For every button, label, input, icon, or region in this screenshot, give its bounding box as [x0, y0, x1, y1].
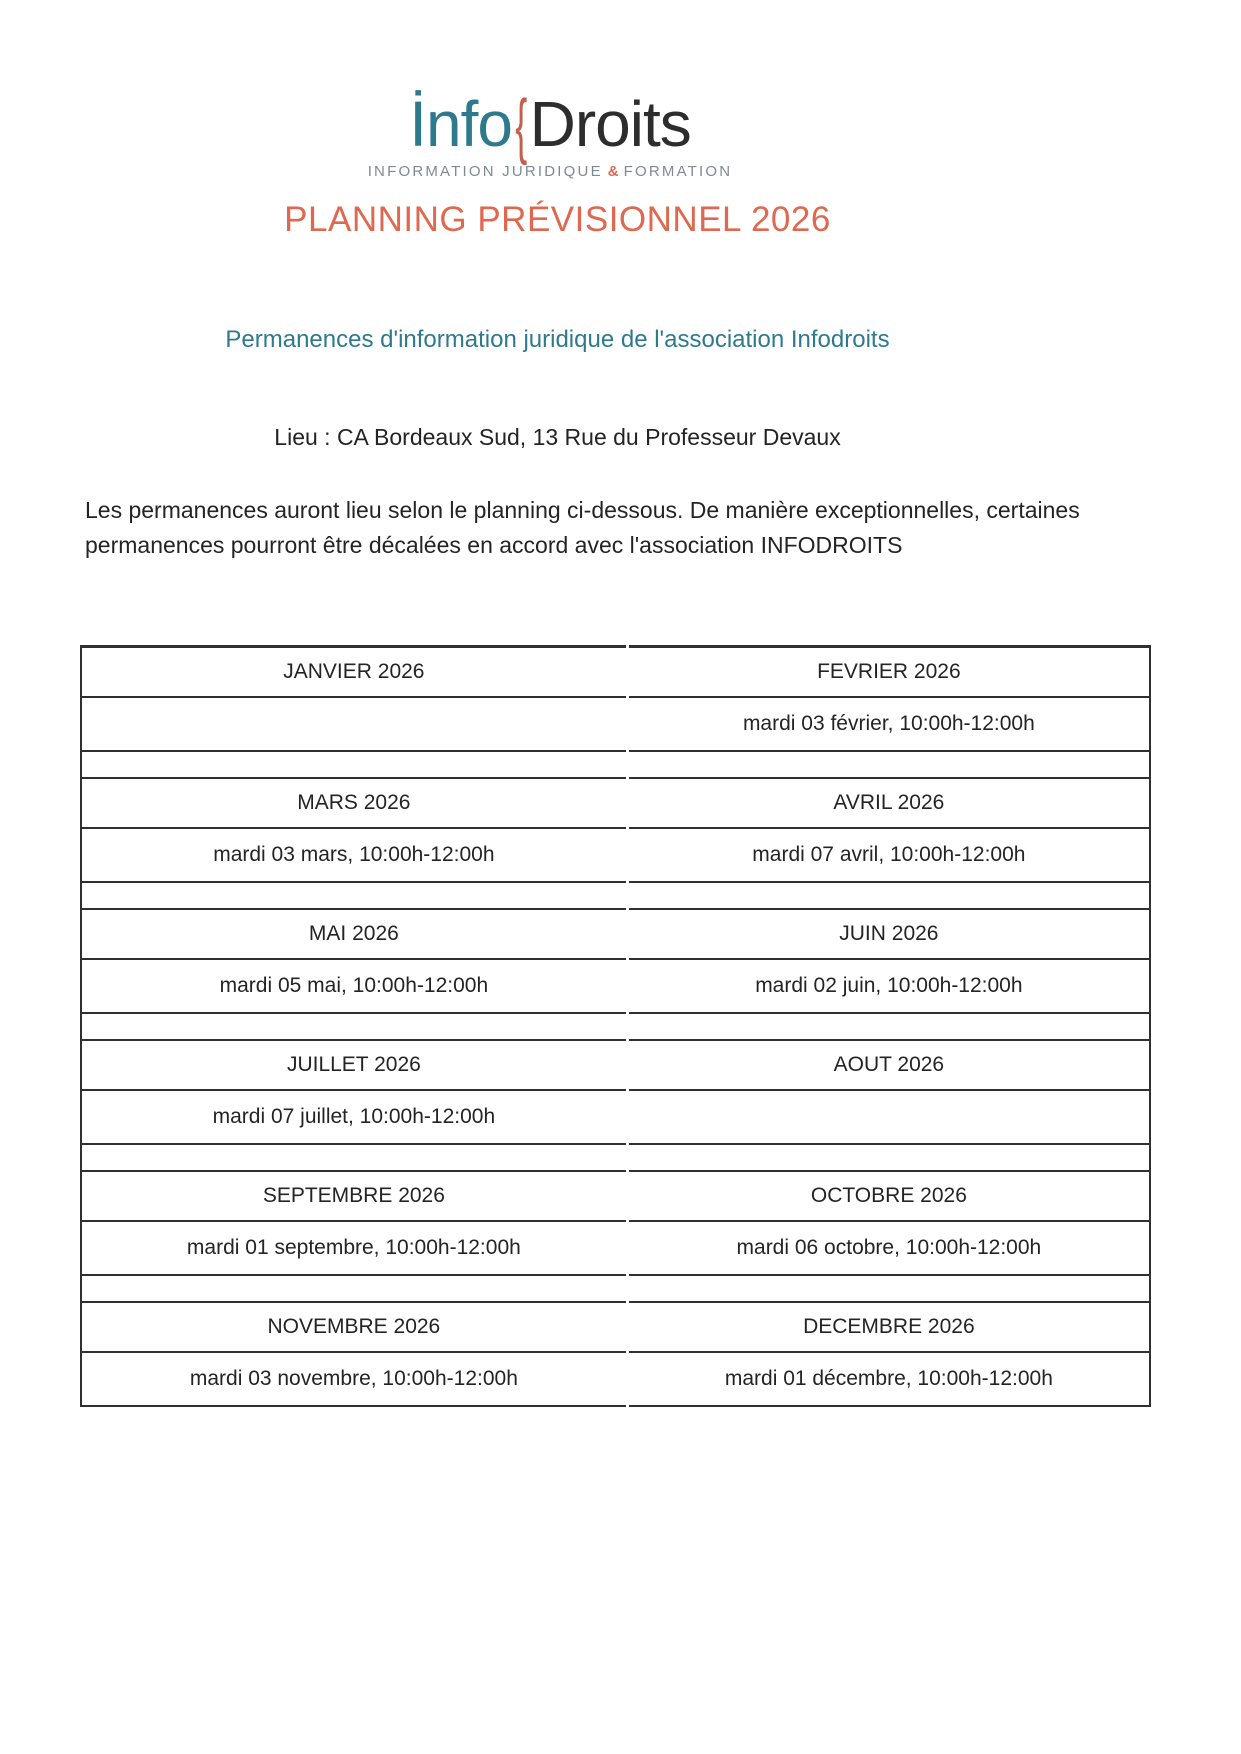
tagline-right: FORMATION — [623, 163, 733, 180]
date-row — [81, 828, 1150, 882]
date-cell: mardi 01 décembre, 10:00h-12:00h — [627, 1352, 1150, 1406]
month-cell: MAI 2026 — [81, 909, 627, 959]
date-row — [81, 959, 1150, 1013]
spacer-row — [81, 751, 1150, 778]
month-header-row — [81, 647, 1150, 697]
date-cell: mardi 06 octobre, 10:00h-12:00h — [627, 1221, 1150, 1275]
month-header-row — [81, 1171, 1150, 1221]
date-cell: mardi 03 novembre, 10:00h-12:00h — [189, 1366, 518, 1390]
spacer-row — [81, 1013, 1150, 1040]
date-cell — [81, 697, 627, 751]
month-cell: FEVRIER 2026 — [627, 647, 1150, 697]
spacer-cell — [81, 1144, 627, 1171]
logo-brace-icon: { — [515, 84, 527, 167]
date-cell: mardi 01 septembre, 10:00h-12:00h — [81, 1221, 627, 1275]
spacer-row — [81, 1144, 1150, 1171]
subtitle: Permanences d'information juridique de l'association Infodroits — [225, 326, 890, 353]
spacer-cell — [627, 1013, 1150, 1040]
month-header-row — [81, 1302, 1150, 1352]
date-row — [81, 697, 1150, 751]
schedule-table — [80, 645, 1151, 1407]
logo-text-droits: Droits — [529, 88, 691, 160]
date-row — [81, 1352, 1150, 1406]
infodroits-logo — [0, 84, 1100, 180]
date-cell: mardi 05 mai, 10:00h-12:00h — [81, 959, 627, 1013]
logo-text-info: İnfo — [409, 88, 512, 160]
month-cell: DECEMBRE 2026 — [627, 1302, 1150, 1352]
date-cell: mardi 03 mars, 10:00h-12:00h — [81, 828, 627, 882]
tagline-left: INFORMATION JURIDIQUE — [367, 163, 603, 180]
spacer-cell — [81, 1013, 627, 1040]
date-cell: mardi 07 avril, 10:00h-12:00h — [627, 828, 1150, 882]
date-cell: mardi 03 février, 10:00h-12:00h — [627, 697, 1150, 751]
month-header-row — [81, 778, 1150, 828]
month-cell: AOUT 2026 — [627, 1040, 1150, 1090]
spacer-row — [81, 1275, 1150, 1302]
month-header-row — [81, 909, 1150, 959]
date-cell: mardi 07 juillet, 10:00h-12:00h — [81, 1090, 627, 1144]
date-cell: mardi 02 juin, 10:00h-12:00h — [627, 959, 1150, 1013]
logo-tagline — [0, 163, 1100, 180]
month-cell: JANVIER 2026 — [81, 647, 627, 697]
location-line: Lieu : CA Bordeaux Sud, 13 Rue du Professeur Devaux — [274, 424, 841, 450]
month-cell: NOVEMBRE 2026 — [81, 1302, 627, 1352]
month-cell: JUILLET 2026 — [81, 1040, 627, 1090]
spacer-cell — [81, 751, 627, 778]
logo-wordmark — [0, 84, 1100, 167]
spacer-row — [81, 882, 1150, 909]
date-row — [81, 1221, 1150, 1275]
month-cell: AVRIL 2026 — [627, 778, 1150, 828]
month-cell: SEPTEMBRE 2026 — [81, 1171, 627, 1221]
spacer-cell — [627, 882, 1150, 909]
date-cell — [627, 1090, 1150, 1144]
month-cell: OCTOBRE 2026 — [627, 1171, 1150, 1221]
spacer-cell — [627, 1144, 1150, 1171]
month-header-row — [81, 1040, 1150, 1090]
spacer-cell — [627, 751, 1150, 778]
spacer-cell — [81, 882, 627, 909]
date-row — [81, 1090, 1150, 1144]
page-title: PLANNING PRÉVISIONNEL 2026 — [284, 200, 831, 239]
spacer-cell — [81, 1275, 627, 1302]
month-cell: JUIN 2026 — [627, 909, 1150, 959]
intro-paragraph: Les permanences auront lieu selon le planning ci-dessous. De manière exceptionnelles, certaines permanences pourront être décalées en accord avec l'association INFODROITS — [85, 497, 1080, 558]
spacer-cell — [627, 1275, 1150, 1302]
month-cell: MARS 2026 — [81, 778, 627, 828]
tagline-ampersand: & — [607, 163, 619, 180]
